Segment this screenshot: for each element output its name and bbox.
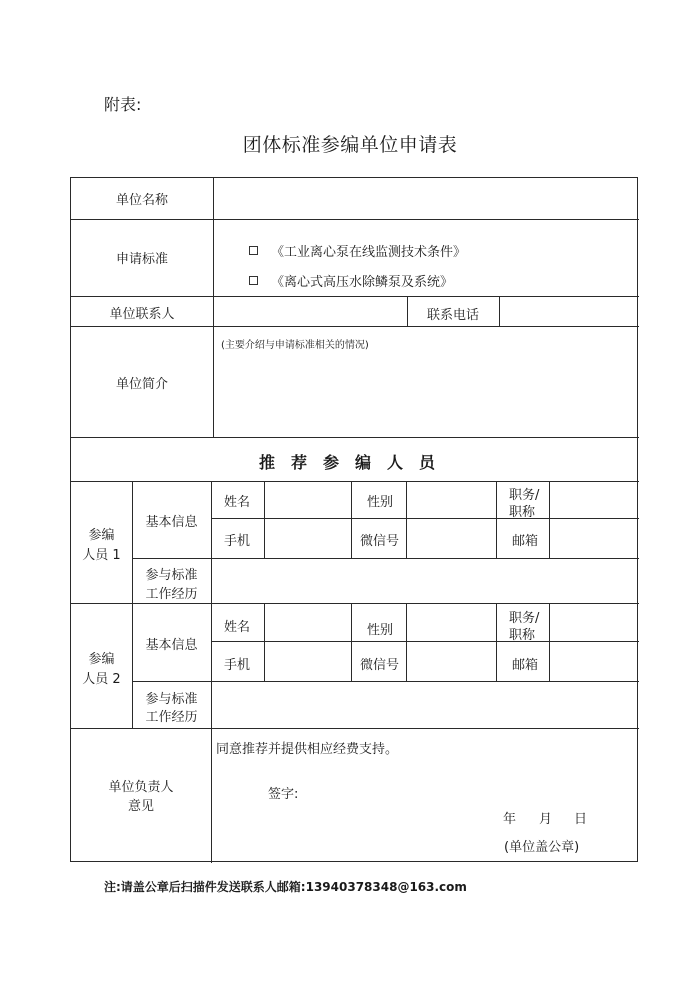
person-2-basic-label: 基本信息 [145, 638, 198, 653]
phone-field[interactable] [500, 297, 638, 326]
person-1-email-label: 邮箱 [512, 534, 539, 549]
contact-field[interactable] [214, 297, 406, 326]
person-1-exp-label-line1: 参与标准 [145, 568, 198, 583]
date-year-label: 年 [503, 812, 517, 827]
person-1-label-line2: 人员 1 [82, 548, 121, 563]
standard-2-checkbox[interactable] [249, 276, 258, 285]
standard-label: 申请标准 [115, 252, 168, 267]
intro-label: 单位简介 [115, 377, 168, 392]
person-1-label-line1: 参编 [88, 528, 115, 543]
person-1-position-label-line2: 职称 [509, 505, 536, 520]
person-1-mobile-field[interactable] [265, 519, 351, 558]
intro-hint: (主要介绍与申请标准相关的情况) [221, 340, 369, 351]
standard-2-label: 《离心式高压水除鳞泵及系统》 [271, 275, 454, 290]
appendix-label: 附表: [104, 95, 142, 114]
sign-label: 签字: [268, 787, 299, 802]
person-2-mobile-field[interactable] [265, 642, 351, 681]
unit-name-label: 单位名称 [115, 193, 168, 208]
footer-note: 注:请盖公章后扫描件发送联系人邮箱:13940378348@163.com [104, 880, 467, 894]
standard-1-label: 《工业离心泵在线监测技术条件》 [271, 245, 467, 260]
person-1-gender-field[interactable] [407, 482, 496, 518]
person-2-wechat-field[interactable] [407, 642, 496, 681]
person-2-mobile-label: 手机 [224, 658, 251, 673]
approval-statement: 同意推荐并提供相应经费支持。 [216, 742, 399, 757]
person-2-email-field[interactable] [550, 642, 638, 681]
person-2-gender-label: 性别 [367, 623, 394, 638]
signature-field[interactable] [311, 776, 491, 802]
person-1-name-label: 姓名 [224, 495, 251, 510]
person-2-name-field[interactable] [265, 604, 351, 641]
person-2-exp-label-line2: 工作经历 [145, 710, 198, 725]
person-1-wechat-field[interactable] [407, 519, 496, 558]
application-table [70, 177, 638, 862]
person-2-email-label: 邮箱 [512, 658, 539, 673]
person-1-position-field[interactable] [550, 482, 638, 518]
person-2-exp-field[interactable] [212, 682, 638, 728]
person-1-position-label-line1: 职务/ [509, 488, 540, 503]
person-2-exp-label-line1: 参与标准 [145, 692, 198, 707]
intro-field[interactable] [214, 350, 638, 436]
recommend-title: 推荐参编人员 [258, 453, 451, 472]
person-2-gender-field[interactable] [407, 604, 496, 641]
person-2-position-label-line1: 职务/ [509, 611, 540, 626]
person-1-wechat-label: 微信号 [360, 534, 400, 549]
person-1-gender-label: 性别 [367, 495, 394, 510]
approval-label-line1: 单位负责人 [108, 780, 174, 795]
person-2-position-field[interactable] [550, 604, 638, 641]
person-2-label-line2: 人员 2 [82, 672, 121, 687]
form-title: 团体标准参编单位申请表 [242, 134, 458, 156]
phone-label: 联系电话 [426, 308, 479, 323]
person-1-email-field[interactable] [550, 519, 638, 558]
person-2-wechat-label: 微信号 [360, 658, 400, 673]
seal-label: (单位盖公章) [504, 840, 580, 855]
person-1-mobile-label: 手机 [224, 534, 251, 549]
person-2-position-label-line2: 职称 [509, 628, 536, 643]
date-month-label: 月 [539, 812, 553, 827]
person-1-exp-label-line2: 工作经历 [145, 587, 198, 602]
contact-label: 单位联系人 [109, 307, 175, 322]
date-day-label: 日 [574, 812, 588, 827]
person-1-exp-field[interactable] [212, 559, 638, 603]
person-2-name-label: 姓名 [224, 620, 251, 635]
approval-label-line2: 意见 [127, 799, 154, 814]
person-1-name-field[interactable] [265, 482, 351, 518]
standard-1-checkbox[interactable] [249, 246, 258, 255]
person-1-basic-label: 基本信息 [145, 515, 198, 530]
unit-name-field[interactable] [214, 179, 638, 219]
person-2-label-line1: 参编 [88, 652, 115, 667]
